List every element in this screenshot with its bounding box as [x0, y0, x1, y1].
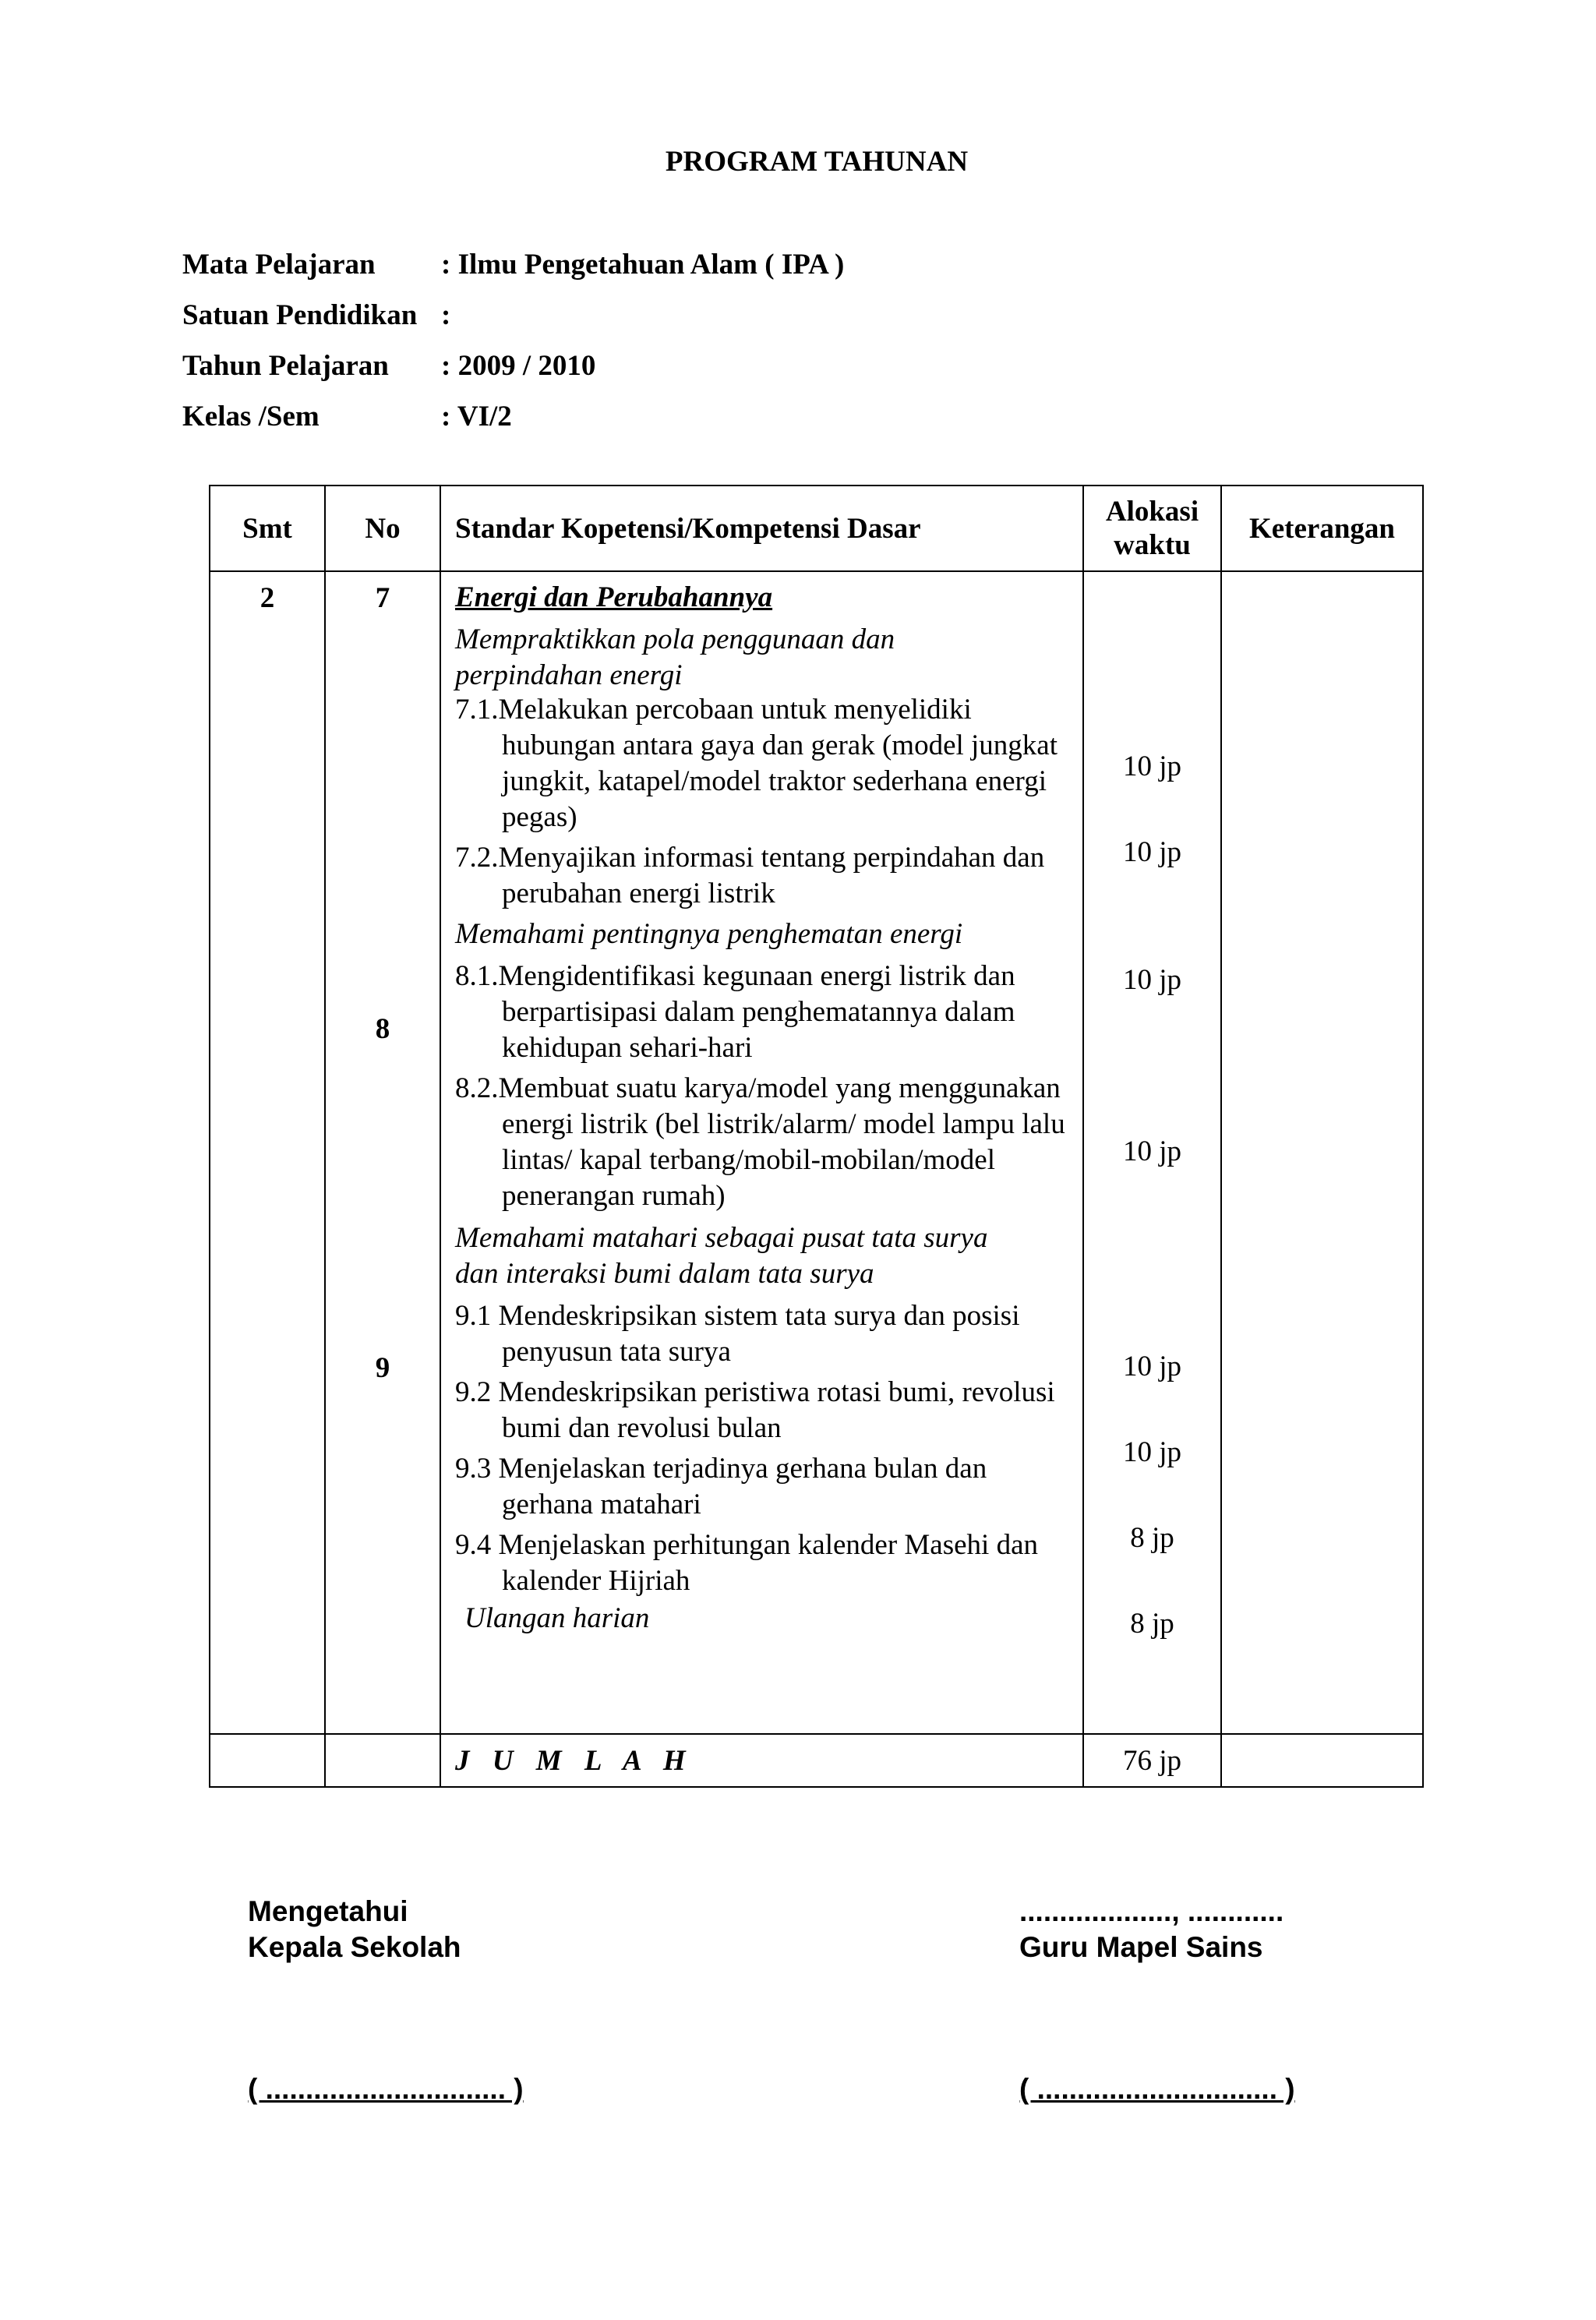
jumlah-label: J U M L A H	[440, 1734, 1083, 1787]
sk9-line2: dan interaksi bumi dalam tata surya	[455, 1258, 874, 1290]
meta-value: : 2009 / 2010	[441, 350, 596, 382]
signature-left-line1: Mengetahui	[248, 1895, 408, 1927]
alokasi-value: 10 jp	[1122, 1436, 1182, 1468]
cell-keterangan	[1221, 571, 1423, 1734]
meta-school	[182, 298, 450, 332]
alokasi-value: 10 jp	[1122, 750, 1182, 782]
meta-label: Tahun Pelajaran	[182, 350, 389, 382]
header-alokasi-line2: waktu	[1114, 529, 1191, 561]
program-table	[209, 485, 1424, 1788]
kd-7-2: 7.2.Menyajikan informasi tentang perpindahan dan perubahan energi listrik	[455, 842, 1045, 909]
page-title: PROGRAM TAHUNAN	[665, 146, 969, 178]
sk9-line1: Memahami matahari sebagai pusat tata surya	[455, 1222, 988, 1254]
alokasi-value: 10 jp	[1122, 836, 1182, 868]
header-no: No	[325, 486, 440, 571]
header-standar-kompetensi: Standar Kopetensi/Kompetensi Dasar	[440, 486, 1083, 571]
table-row	[210, 571, 1423, 1734]
sk7-desc-line2: perpindahan energi	[455, 659, 683, 691]
meta-value: : VI/2	[441, 401, 512, 433]
kd-7-1: 7.1.Melakukan percobaan untuk menyelidiki hubungan antara gaya dan gerak (model jungkat jungkit, katapel/model traktor sederhana energi pegas)	[455, 694, 1058, 833]
signature-right-name-line: ( .............................. )	[1019, 2073, 1295, 2105]
sk7-title: Energi dan Perubahannya	[455, 581, 773, 613]
signature-left-name-line: ( .............................. )	[248, 2073, 524, 2105]
total-smt	[210, 1734, 325, 1787]
cell-alokasi	[1083, 571, 1221, 1734]
meta-label: Mata Pelajaran	[182, 249, 376, 281]
total-row	[210, 1734, 1423, 1787]
number-9: 9	[375, 1352, 390, 1384]
kd-8-2: 8.2.Membuat suatu karya/model yang menggunakan energi listrik (bel listrik/alarm/ model lampu lalu lintas/ kapal terbang/mobil-mobilan/model penerangan rumah)	[455, 1072, 1065, 1212]
kd-8-1: 8.1.Mengidentifikasi kegunaan energi listrik dan berpartisipasi dalam penghematannya dalam kehidupan sehari-hari	[455, 960, 1015, 1064]
meta-value: : Ilmu Pengetahuan Alam ( IPA )	[441, 249, 845, 281]
kd-9-4: 9.4 Menjelaskan perhitungan kalender Masehi dan kalender Hijriah	[455, 1529, 1038, 1597]
jumlah-value: 76 jp	[1083, 1734, 1221, 1787]
sk7-desc-line1: Mempraktikkan pola penggunaan dan	[455, 623, 895, 655]
meta-label: Satuan Pendidikan	[182, 299, 418, 331]
header-keterangan: Keterangan	[1221, 486, 1423, 571]
signature-right-line2: Guru Mapel Sains	[1019, 1931, 1263, 1963]
number-8: 8	[375, 1013, 390, 1045]
header-smt: Smt	[210, 486, 325, 571]
total-keterangan	[1221, 1734, 1423, 1787]
alokasi-value: 10 jp	[1122, 1135, 1182, 1167]
meta-class	[182, 400, 512, 433]
total-no	[325, 1734, 440, 1787]
number-7: 7	[375, 582, 390, 614]
meta-year	[182, 349, 595, 383]
kd-9-2: 9.2 Mendeskripsikan peristiwa rotasi bumi, revolusi bumi dan revolusi bulan	[455, 1376, 1055, 1444]
cell-content	[440, 571, 1083, 1734]
alokasi-value: 8 jp	[1130, 1608, 1174, 1640]
kd-9-3: 9.3 Menjelaskan terjadinya gerhana bulan dan gerhana matahari	[455, 1453, 987, 1520]
alokasi-value: 10 jp	[1122, 964, 1182, 996]
header-alokasi	[1083, 486, 1221, 571]
cell-no	[325, 571, 440, 1734]
signature-right-line1: ..................., ............	[1019, 1895, 1284, 1927]
sk8-title: Memahami pentingnya penghematan energi	[455, 918, 963, 950]
meta-label: Kelas /Sem	[182, 401, 320, 433]
smt-value: 2	[260, 582, 275, 614]
table-header-row	[210, 486, 1423, 571]
cell-smt	[210, 571, 325, 1734]
ulangan-harian: Ulangan harian	[464, 1602, 650, 1634]
alokasi-value: 10 jp	[1122, 1351, 1182, 1382]
signature-left-line2: Kepala Sekolah	[248, 1931, 461, 1963]
kd-9-1: 9.1 Mendeskripsikan sistem tata surya dan posisi penyusun tata surya	[455, 1300, 1020, 1368]
alokasi-value: 8 jp	[1130, 1522, 1174, 1554]
meta-value: :	[441, 299, 451, 331]
header-alokasi-line1: Alokasi	[1105, 496, 1199, 528]
meta-subject	[182, 248, 844, 281]
